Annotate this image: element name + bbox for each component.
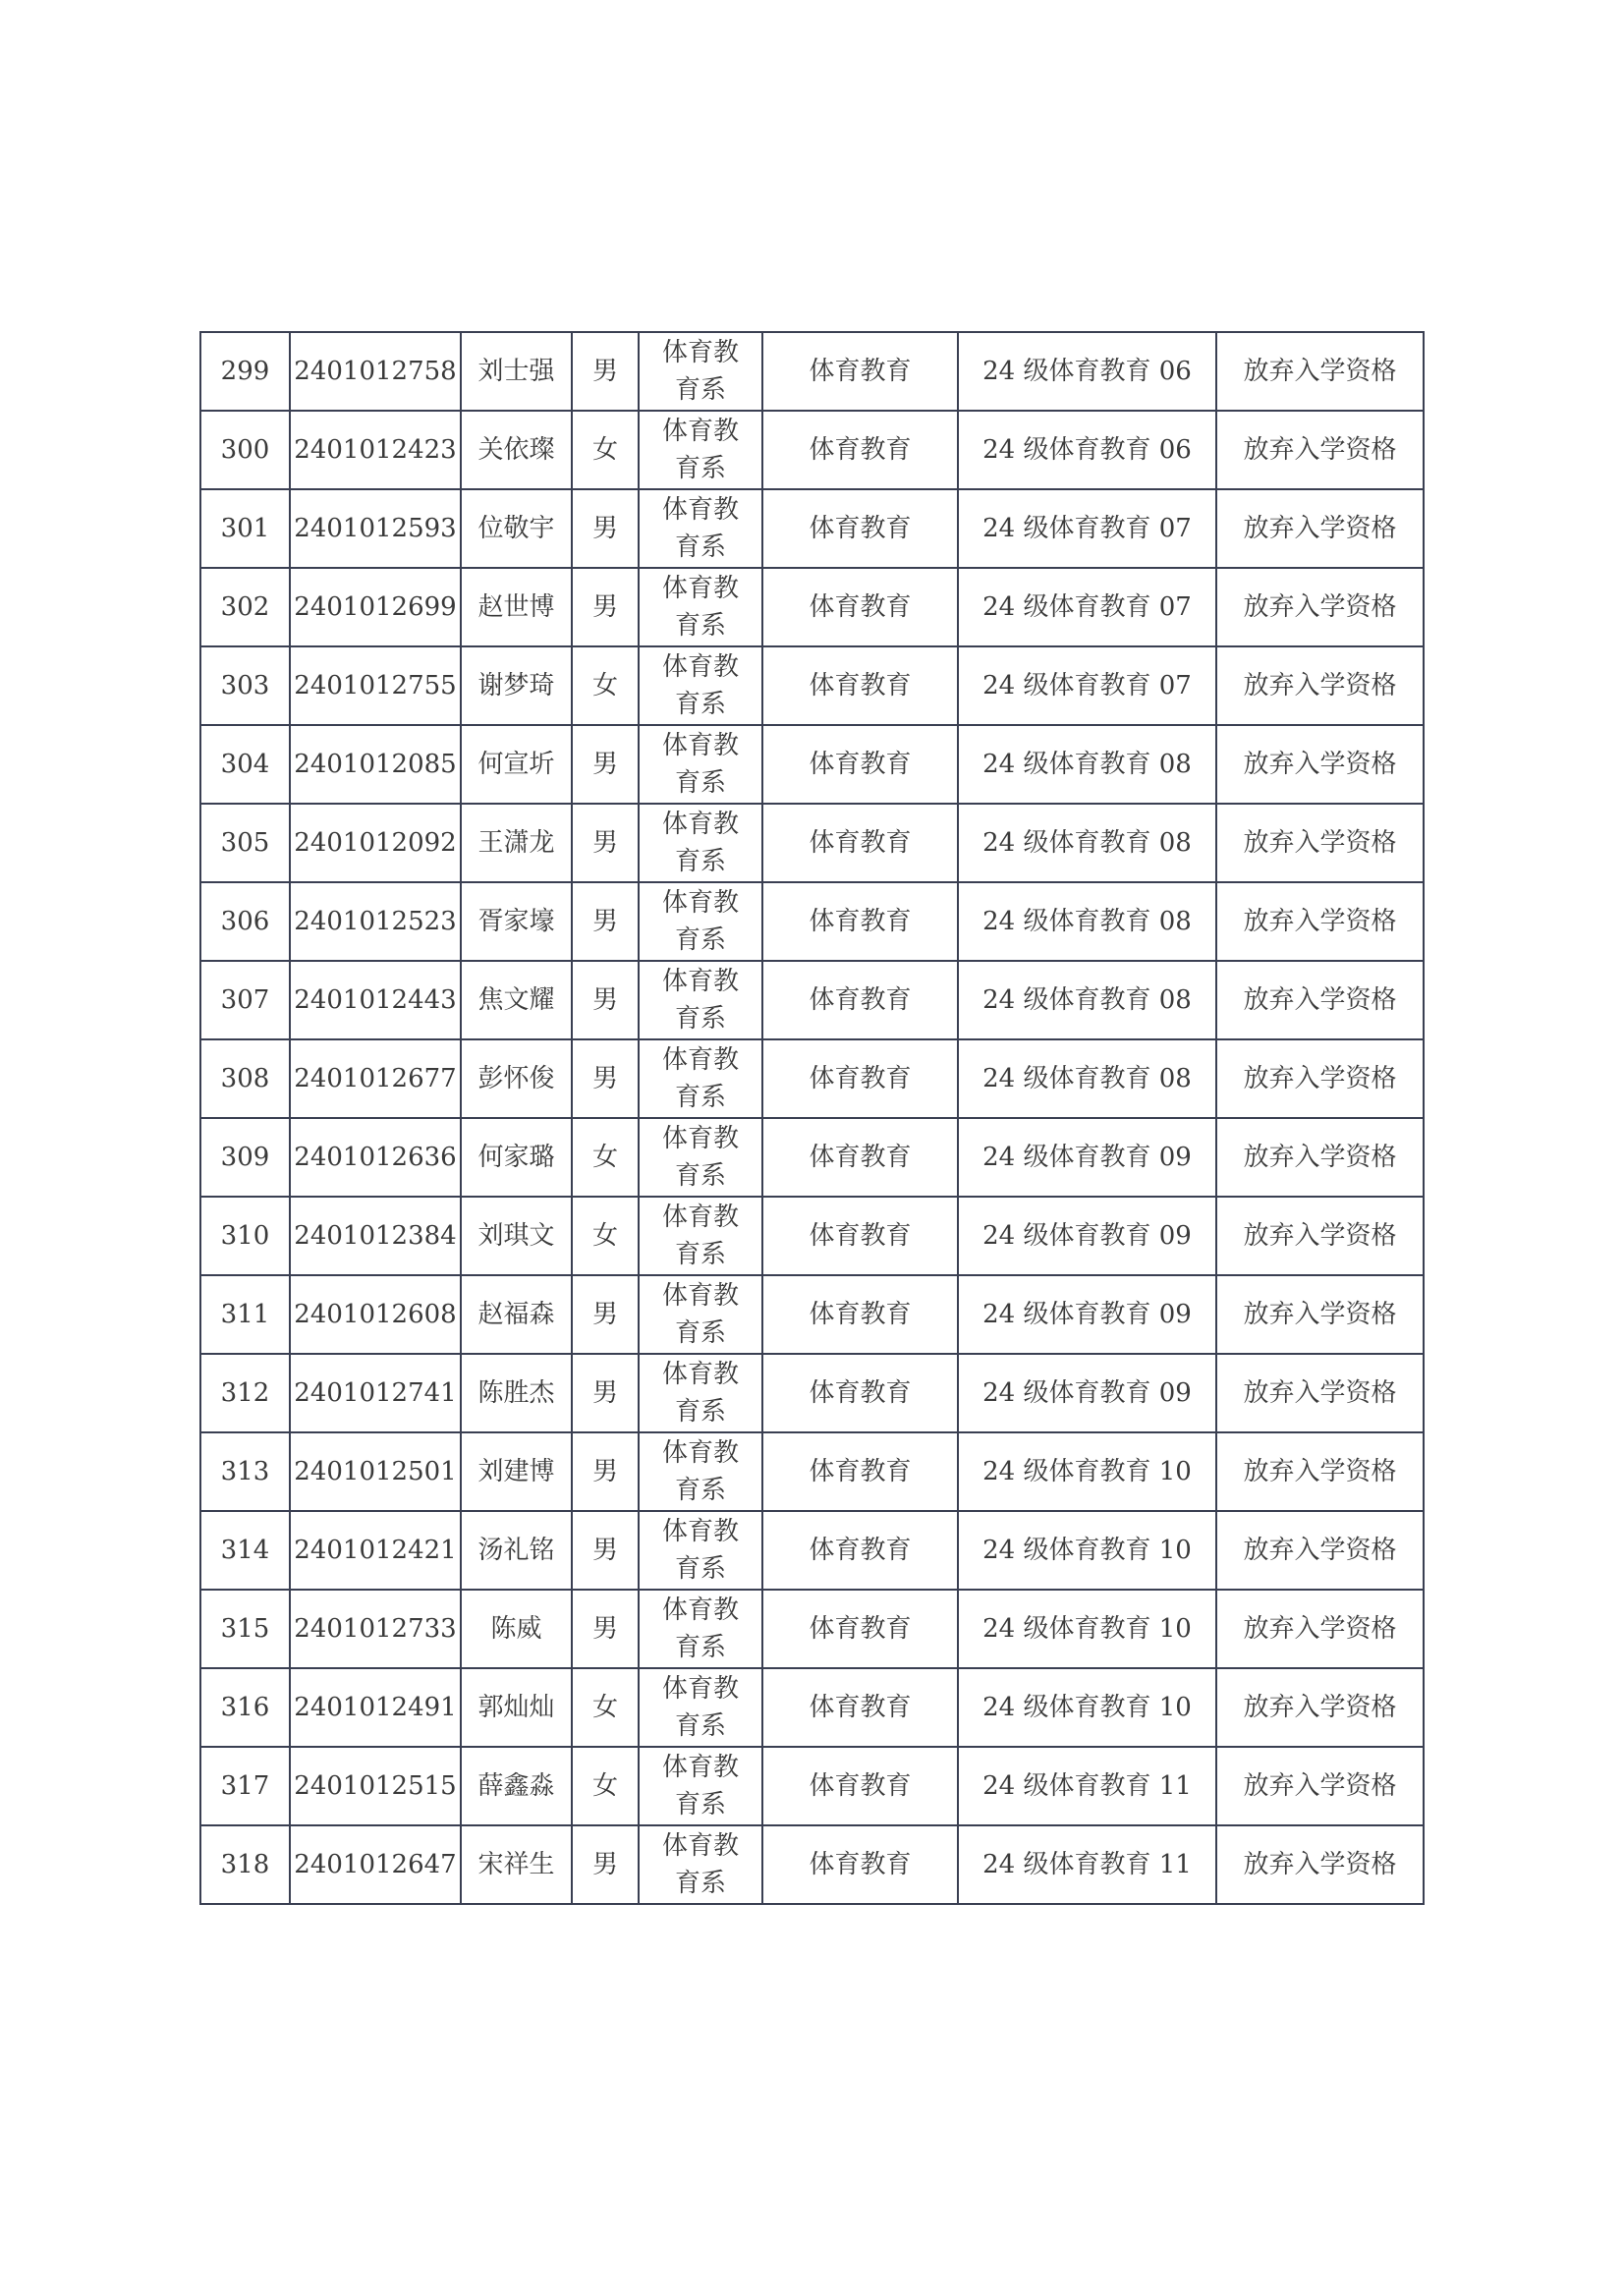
major-cell: 体育教育 xyxy=(762,1275,958,1354)
student-name-cell: 陈威 xyxy=(461,1590,572,1668)
student-id-cell: 2401012421 xyxy=(290,1511,461,1590)
student-id-cell: 2401012443 xyxy=(290,961,461,1039)
major-cell: 体育教育 xyxy=(762,1511,958,1590)
student-id-cell: 2401012491 xyxy=(290,1668,461,1747)
department-line-2: 育系 xyxy=(674,1161,726,1191)
student-id-cell: 2401012608 xyxy=(290,1275,461,1354)
status-cell: 放弃入学资格 xyxy=(1216,489,1424,568)
department-cell xyxy=(639,1668,762,1747)
table-row xyxy=(200,1354,1424,1432)
major-cell: 体育教育 xyxy=(762,1747,958,1825)
table-row xyxy=(200,1747,1424,1825)
department-cell xyxy=(639,1747,762,1825)
department-line-1: 体育教 xyxy=(661,495,739,525)
student-id-cell: 2401012699 xyxy=(290,568,461,646)
gender-cell: 女 xyxy=(572,1668,639,1747)
status-cell: 放弃入学资格 xyxy=(1216,1354,1424,1432)
class-cell: 24 级体育教育 08 xyxy=(958,725,1216,804)
department-cell xyxy=(639,1354,762,1432)
student-id-cell: 2401012384 xyxy=(290,1197,461,1275)
gender-cell: 男 xyxy=(572,568,639,646)
student-id-cell: 2401012092 xyxy=(290,804,461,882)
department-line-1: 体育教 xyxy=(661,967,739,996)
student-name-cell: 赵福森 xyxy=(461,1275,572,1354)
major-cell: 体育教育 xyxy=(762,1432,958,1511)
department-line-2: 育系 xyxy=(674,532,726,562)
table-row xyxy=(200,1590,1424,1668)
gender-cell: 男 xyxy=(572,804,639,882)
major-cell: 体育教育 xyxy=(762,725,958,804)
major-cell: 体育教育 xyxy=(762,332,958,411)
status-cell: 放弃入学资格 xyxy=(1216,1825,1424,1904)
gender-cell: 男 xyxy=(572,1511,639,1590)
department-line-1: 体育教 xyxy=(661,1360,739,1389)
serial-number-cell: 314 xyxy=(200,1511,290,1590)
table-row xyxy=(200,1039,1424,1118)
table-row xyxy=(200,411,1424,489)
major-cell: 体育教育 xyxy=(762,1197,958,1275)
student-id-cell: 2401012741 xyxy=(290,1354,461,1432)
class-cell: 24 级体育教育 10 xyxy=(958,1668,1216,1747)
gender-cell: 男 xyxy=(572,1590,639,1668)
department-line-2: 育系 xyxy=(674,1633,726,1662)
class-cell: 24 级体育教育 08 xyxy=(958,882,1216,961)
student-name-cell: 薛鑫淼 xyxy=(461,1747,572,1825)
department-line-2: 育系 xyxy=(674,1711,726,1741)
department-line-1: 体育教 xyxy=(661,1753,739,1782)
class-cell: 24 级体育教育 06 xyxy=(958,332,1216,411)
table-row xyxy=(200,725,1424,804)
status-cell: 放弃入学资格 xyxy=(1216,568,1424,646)
department-line-1: 体育教 xyxy=(661,888,739,918)
serial-number-cell: 305 xyxy=(200,804,290,882)
student-name-cell: 刘士强 xyxy=(461,332,572,411)
table-row xyxy=(200,1825,1424,1904)
gender-cell: 男 xyxy=(572,1432,639,1511)
serial-number-cell: 301 xyxy=(200,489,290,568)
department-cell xyxy=(639,1197,762,1275)
status-cell: 放弃入学资格 xyxy=(1216,725,1424,804)
department-line-2: 育系 xyxy=(674,1869,726,1898)
serial-number-cell: 313 xyxy=(200,1432,290,1511)
status-cell: 放弃入学资格 xyxy=(1216,332,1424,411)
status-cell: 放弃入学资格 xyxy=(1216,1275,1424,1354)
major-cell: 体育教育 xyxy=(762,646,958,725)
class-cell: 24 级体育教育 09 xyxy=(958,1118,1216,1197)
student-name-cell: 赵世博 xyxy=(461,568,572,646)
status-cell: 放弃入学资格 xyxy=(1216,882,1424,961)
class-cell: 24 级体育教育 07 xyxy=(958,489,1216,568)
class-cell: 24 级体育教育 11 xyxy=(958,1825,1216,1904)
student-name-cell: 刘建博 xyxy=(461,1432,572,1511)
department-cell xyxy=(639,1432,762,1511)
student-name-cell: 陈胜杰 xyxy=(461,1354,572,1432)
department-line-1: 体育教 xyxy=(661,417,739,446)
class-cell: 24 级体育教育 08 xyxy=(958,804,1216,882)
student-name-cell: 王潇龙 xyxy=(461,804,572,882)
major-cell: 体育教育 xyxy=(762,1668,958,1747)
department-line-2: 育系 xyxy=(674,925,726,955)
major-cell: 体育教育 xyxy=(762,1354,958,1432)
department-cell xyxy=(639,1275,762,1354)
department-line-1: 体育教 xyxy=(661,1124,739,1153)
major-cell: 体育教育 xyxy=(762,882,958,961)
student-id-cell: 2401012677 xyxy=(290,1039,461,1118)
status-cell: 放弃入学资格 xyxy=(1216,1039,1424,1118)
student-id-cell: 2401012755 xyxy=(290,646,461,725)
gender-cell: 男 xyxy=(572,489,639,568)
serial-number-cell: 311 xyxy=(200,1275,290,1354)
student-id-cell: 2401012501 xyxy=(290,1432,461,1511)
gender-cell: 男 xyxy=(572,1825,639,1904)
major-cell: 体育教育 xyxy=(762,1590,958,1668)
status-cell: 放弃入学资格 xyxy=(1216,961,1424,1039)
class-cell: 24 级体育教育 10 xyxy=(958,1432,1216,1511)
student-id-cell: 2401012758 xyxy=(290,332,461,411)
major-cell: 体育教育 xyxy=(762,1039,958,1118)
gender-cell: 男 xyxy=(572,1275,639,1354)
serial-number-cell: 307 xyxy=(200,961,290,1039)
serial-number-cell: 303 xyxy=(200,646,290,725)
department-cell xyxy=(639,804,762,882)
department-line-2: 育系 xyxy=(674,375,726,405)
department-line-2: 育系 xyxy=(674,1476,726,1505)
major-cell: 体育教育 xyxy=(762,489,958,568)
department-line-2: 育系 xyxy=(674,454,726,483)
major-cell: 体育教育 xyxy=(762,804,958,882)
department-line-1: 体育教 xyxy=(661,1281,739,1311)
student-name-cell: 关依璨 xyxy=(461,411,572,489)
table-row xyxy=(200,489,1424,568)
department-cell xyxy=(639,961,762,1039)
department-line-1: 体育教 xyxy=(661,1674,739,1704)
class-cell: 24 级体育教育 09 xyxy=(958,1275,1216,1354)
status-cell: 放弃入学资格 xyxy=(1216,804,1424,882)
serial-number-cell: 312 xyxy=(200,1354,290,1432)
department-cell xyxy=(639,1511,762,1590)
student-name-cell: 何宣圻 xyxy=(461,725,572,804)
gender-cell: 男 xyxy=(572,882,639,961)
class-cell: 24 级体育教育 06 xyxy=(958,411,1216,489)
student-name-cell: 焦文耀 xyxy=(461,961,572,1039)
status-cell: 放弃入学资格 xyxy=(1216,1747,1424,1825)
department-line-1: 体育教 xyxy=(661,731,739,760)
department-line-1: 体育教 xyxy=(661,1438,739,1468)
department-line-1: 体育教 xyxy=(661,810,739,839)
serial-number-cell: 308 xyxy=(200,1039,290,1118)
department-line-1: 体育教 xyxy=(661,574,739,603)
table-row xyxy=(200,568,1424,646)
department-cell xyxy=(639,1825,762,1904)
department-cell xyxy=(639,1039,762,1118)
gender-cell: 女 xyxy=(572,1197,639,1275)
class-cell: 24 级体育教育 11 xyxy=(958,1747,1216,1825)
department-line-2: 育系 xyxy=(674,611,726,641)
department-line-2: 育系 xyxy=(674,1554,726,1584)
table-row xyxy=(200,1197,1424,1275)
department-line-2: 育系 xyxy=(674,1083,726,1112)
class-cell: 24 级体育教育 08 xyxy=(958,961,1216,1039)
department-line-1: 体育教 xyxy=(661,1203,739,1232)
department-cell xyxy=(639,646,762,725)
student-name-cell: 谢梦琦 xyxy=(461,646,572,725)
serial-number-cell: 302 xyxy=(200,568,290,646)
table-row xyxy=(200,1275,1424,1354)
serial-number-cell: 304 xyxy=(200,725,290,804)
student-table xyxy=(199,331,1425,1905)
serial-number-cell: 316 xyxy=(200,1668,290,1747)
department-cell xyxy=(639,725,762,804)
table-row xyxy=(200,1432,1424,1511)
department-line-2: 育系 xyxy=(674,847,726,876)
serial-number-cell: 315 xyxy=(200,1590,290,1668)
department-cell xyxy=(639,882,762,961)
table-row xyxy=(200,646,1424,725)
student-name-cell: 彭怀俊 xyxy=(461,1039,572,1118)
department-line-1: 体育教 xyxy=(661,1517,739,1546)
table-row xyxy=(200,804,1424,882)
department-line-2: 育系 xyxy=(674,1790,726,1819)
student-id-cell: 2401012515 xyxy=(290,1747,461,1825)
status-cell: 放弃入学资格 xyxy=(1216,1432,1424,1511)
status-cell: 放弃入学资格 xyxy=(1216,1511,1424,1590)
major-cell: 体育教育 xyxy=(762,411,958,489)
department-line-1: 体育教 xyxy=(661,1045,739,1075)
table-row xyxy=(200,961,1424,1039)
department-cell xyxy=(639,332,762,411)
gender-cell: 男 xyxy=(572,725,639,804)
table-row xyxy=(200,1511,1424,1590)
major-cell: 体育教育 xyxy=(762,1118,958,1197)
serial-number-cell: 299 xyxy=(200,332,290,411)
student-name-cell: 何家璐 xyxy=(461,1118,572,1197)
student-id-cell: 2401012647 xyxy=(290,1825,461,1904)
table-row xyxy=(200,332,1424,411)
serial-number-cell: 317 xyxy=(200,1747,290,1825)
student-name-cell: 胥家壕 xyxy=(461,882,572,961)
student-name-cell: 郭灿灿 xyxy=(461,1668,572,1747)
student-name-cell: 宋祥生 xyxy=(461,1825,572,1904)
student-id-cell: 2401012523 xyxy=(290,882,461,961)
class-cell: 24 级体育教育 07 xyxy=(958,646,1216,725)
status-cell: 放弃入学资格 xyxy=(1216,1590,1424,1668)
status-cell: 放弃入学资格 xyxy=(1216,1668,1424,1747)
gender-cell: 男 xyxy=(572,1354,639,1432)
gender-cell: 女 xyxy=(572,1747,639,1825)
table-body xyxy=(200,332,1424,1904)
department-line-2: 育系 xyxy=(674,1397,726,1427)
department-line-2: 育系 xyxy=(674,1318,726,1348)
gender-cell: 男 xyxy=(572,961,639,1039)
status-cell: 放弃入学资格 xyxy=(1216,1118,1424,1197)
gender-cell: 女 xyxy=(572,646,639,725)
major-cell: 体育教育 xyxy=(762,568,958,646)
student-name-cell: 位敬宇 xyxy=(461,489,572,568)
class-cell: 24 级体育教育 07 xyxy=(958,568,1216,646)
gender-cell: 男 xyxy=(572,332,639,411)
gender-cell: 男 xyxy=(572,1039,639,1118)
department-cell xyxy=(639,568,762,646)
student-id-cell: 2401012085 xyxy=(290,725,461,804)
gender-cell: 女 xyxy=(572,411,639,489)
department-cell xyxy=(639,1118,762,1197)
department-cell xyxy=(639,1590,762,1668)
department-cell xyxy=(639,489,762,568)
table-row xyxy=(200,1668,1424,1747)
serial-number-cell: 300 xyxy=(200,411,290,489)
class-cell: 24 级体育教育 10 xyxy=(958,1511,1216,1590)
student-id-cell: 2401012733 xyxy=(290,1590,461,1668)
student-id-cell: 2401012593 xyxy=(290,489,461,568)
serial-number-cell: 318 xyxy=(200,1825,290,1904)
status-cell: 放弃入学资格 xyxy=(1216,1197,1424,1275)
status-cell: 放弃入学资格 xyxy=(1216,411,1424,489)
major-cell: 体育教育 xyxy=(762,961,958,1039)
serial-number-cell: 306 xyxy=(200,882,290,961)
class-cell: 24 级体育教育 10 xyxy=(958,1590,1216,1668)
class-cell: 24 级体育教育 09 xyxy=(958,1354,1216,1432)
table-row xyxy=(200,1118,1424,1197)
department-line-1: 体育教 xyxy=(661,652,739,682)
student-name-cell: 刘琪文 xyxy=(461,1197,572,1275)
department-line-1: 体育教 xyxy=(661,338,739,367)
department-line-2: 育系 xyxy=(674,1004,726,1034)
department-line-2: 育系 xyxy=(674,690,726,719)
serial-number-cell: 310 xyxy=(200,1197,290,1275)
department-line-1: 体育教 xyxy=(661,1595,739,1625)
department-line-2: 育系 xyxy=(674,768,726,798)
gender-cell: 女 xyxy=(572,1118,639,1197)
department-line-2: 育系 xyxy=(674,1240,726,1269)
table-row xyxy=(200,882,1424,961)
student-id-cell: 2401012423 xyxy=(290,411,461,489)
department-cell xyxy=(639,411,762,489)
student-name-cell: 汤礼铭 xyxy=(461,1511,572,1590)
major-cell: 体育教育 xyxy=(762,1825,958,1904)
student-id-cell: 2401012636 xyxy=(290,1118,461,1197)
serial-number-cell: 309 xyxy=(200,1118,290,1197)
class-cell: 24 级体育教育 09 xyxy=(958,1197,1216,1275)
class-cell: 24 级体育教育 08 xyxy=(958,1039,1216,1118)
status-cell: 放弃入学资格 xyxy=(1216,646,1424,725)
department-line-1: 体育教 xyxy=(661,1831,739,1861)
